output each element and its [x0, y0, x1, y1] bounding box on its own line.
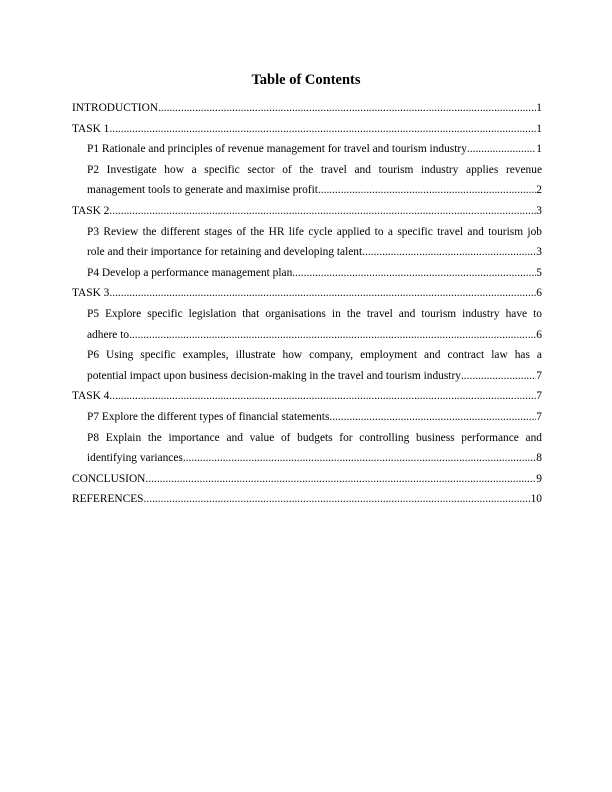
toc-entry[interactable] [72, 201, 542, 222]
toc-entry-text: management tools to generate and maximise profit [87, 184, 318, 197]
toc-page-number: 8 [536, 452, 542, 465]
toc-entry-line [87, 325, 542, 346]
toc-page-number: 9 [536, 472, 542, 485]
toc-entry-line [87, 139, 542, 160]
toc-entry-text: identifying variances [87, 452, 183, 465]
dot-leader [362, 242, 536, 263]
toc-entry-text: REFERENCES [72, 493, 144, 506]
dot-leader [292, 263, 536, 284]
toc-entry-line [87, 242, 542, 263]
toc-entry[interactable] [72, 160, 542, 201]
toc-entry-line [72, 283, 542, 304]
toc-page-number: 6 [536, 287, 542, 300]
toc-page-number: 2 [536, 184, 542, 197]
toc-entry-line [72, 469, 542, 490]
toc-page-number: 3 [536, 246, 542, 259]
toc-entry-text: TASK 3 [72, 287, 110, 300]
toc-page-number: 1 [536, 102, 542, 114]
dot-leader [109, 119, 536, 140]
toc-entry-text: P3 Review the different stages of the HR life cycle applied to a specific travel and tourism job [87, 225, 542, 238]
toc-entry[interactable] [72, 407, 542, 428]
toc-entry[interactable] [72, 98, 542, 119]
toc-entry[interactable] [72, 428, 542, 469]
toc-entry-text: P5 Explore specific legislation that organisations in the travel and tourism industry have to [87, 307, 542, 320]
toc-entry-text: TASK 1 [72, 122, 110, 135]
dot-leader [158, 98, 536, 119]
dot-leader [318, 180, 536, 201]
toc-entry[interactable] [72, 304, 542, 345]
toc-page-number: 7 [536, 369, 542, 382]
toc-entry[interactable] [72, 283, 542, 304]
toc-entry[interactable] [72, 222, 542, 263]
toc-entry[interactable] [72, 119, 542, 140]
toc-page-number: 5 [536, 266, 542, 279]
dot-leader [129, 325, 536, 346]
toc-entry-line [87, 366, 542, 387]
dot-leader [467, 139, 536, 160]
toc-entry[interactable] [72, 469, 542, 490]
toc-entry[interactable] [72, 345, 542, 386]
toc-page-number: 7 [536, 390, 542, 403]
toc-entry-line [87, 448, 542, 469]
toc-entry-text: P1 Rationale and principles of revenue management for travel and tourism industry [87, 143, 467, 156]
toc-entry-line [72, 386, 542, 407]
dot-leader [144, 489, 531, 510]
dot-leader [109, 386, 536, 407]
toc-entry-line [87, 263, 542, 284]
toc-page-number: 3 [536, 204, 542, 217]
toc-page-number: 1 [536, 122, 542, 135]
toc-entry-line [72, 98, 542, 119]
dot-leader [461, 366, 536, 387]
toc-entry-text: P4 Develop a performance management plan [87, 266, 293, 279]
dot-leader [183, 448, 536, 469]
toc-entry[interactable] [72, 263, 542, 284]
toc-page-number: 6 [536, 328, 542, 341]
toc-entry-line [72, 489, 542, 510]
toc-entry-text: CONCLUSION [72, 472, 146, 485]
toc-entry-line [72, 201, 542, 222]
toc-entry[interactable] [72, 386, 542, 407]
toc-entry-text: P7 Explore the different types of financial statements [87, 410, 330, 423]
toc-entry-text: adhere to [87, 328, 130, 341]
toc-page-number: 1 [536, 143, 542, 156]
dot-leader [109, 283, 536, 304]
toc-page-number: 10 [530, 493, 542, 506]
toc-entry[interactable] [72, 139, 542, 160]
toc-entry-text: TASK 2 [72, 204, 110, 217]
toc-entry-text: role and their importance for retaining and developing talent [87, 246, 363, 259]
toc-entry[interactable] [72, 489, 542, 510]
toc-page-number: 7 [536, 410, 542, 423]
toc-entry-line [87, 407, 542, 428]
toc-entry-text: P8 Explain the importance and value of budgets for controlling business performance and [87, 431, 542, 444]
toc-entry-line [72, 119, 542, 140]
toc-entry-text: P6 Using specific examples, illustrate how company, employment and contract law has a [87, 349, 542, 362]
toc-entry-text: TASK 4 [72, 390, 110, 403]
dot-leader [145, 469, 536, 490]
table-of-contents [72, 98, 542, 510]
dot-leader [109, 201, 536, 222]
toc-entry-text: P2 Investigate how a specific sector of the travel and tourism industry applies revenue [87, 163, 542, 176]
toc-entry-text: potential impact upon business decision-making in the travel and tourism industry [87, 369, 461, 382]
toc-title: Table of Contents [251, 72, 361, 88]
dot-leader [329, 407, 536, 428]
toc-entry-line [87, 180, 542, 201]
toc-entry-text: INTRODUCTION [72, 102, 159, 114]
